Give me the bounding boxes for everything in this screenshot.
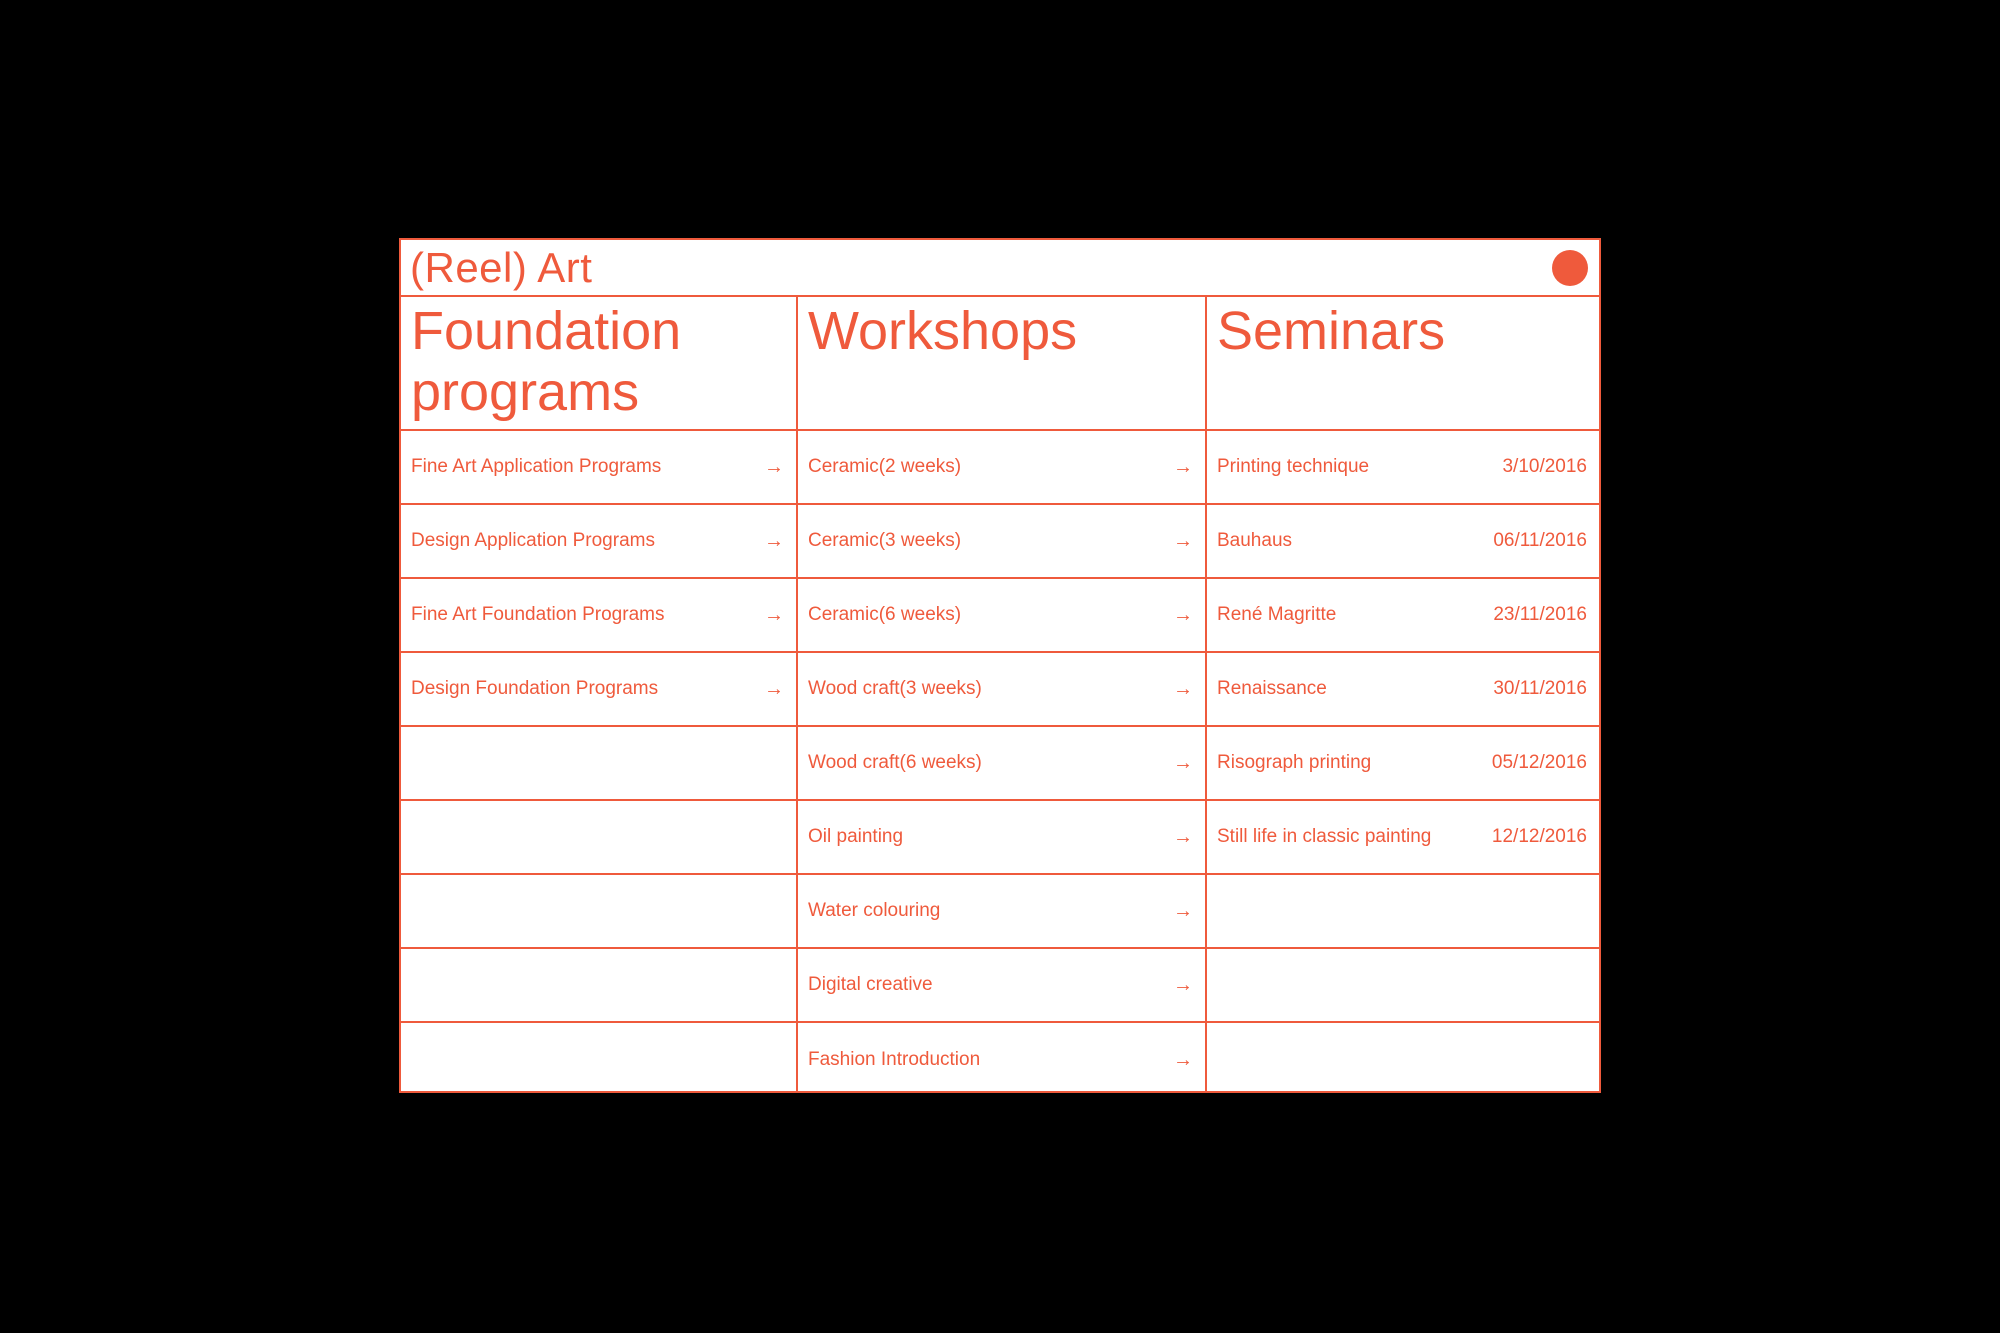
empty-row [1207, 1023, 1599, 1097]
list-item-label: Still life in classic painting [1217, 826, 1432, 847]
arrow-right-icon: → [764, 530, 784, 552]
list-item-label: René Magritte [1217, 604, 1337, 625]
list-item-label: Wood craft(6 weeks) [808, 752, 982, 773]
list-item[interactable] [401, 431, 796, 505]
column-seminars [1207, 297, 1599, 1091]
arrow-right-icon: → [1173, 530, 1193, 552]
list-item[interactable] [401, 579, 796, 653]
seminar-date: 3/10/2016 [1502, 456, 1587, 477]
list-item-label: Risograph printing [1217, 752, 1372, 773]
list-item-label: Ceramic(3 weeks) [808, 530, 962, 551]
list-item[interactable] [798, 727, 1205, 801]
list-item-label: Water colouring [808, 900, 941, 921]
column-workshops [798, 297, 1207, 1091]
header-bar [401, 240, 1599, 297]
list-item-label: Digital creative [808, 974, 933, 995]
arrow-right-icon: → [1173, 826, 1193, 848]
list-item-label: Fine Art Foundation Programs [411, 604, 665, 625]
empty-row [401, 949, 796, 1023]
foundation-list [401, 431, 796, 1097]
list-item-label: Design Foundation Programs [411, 678, 659, 699]
list-item[interactable] [798, 579, 1205, 653]
list-item[interactable] [1207, 801, 1599, 875]
arrow-right-icon: → [1173, 678, 1193, 700]
list-item[interactable] [1207, 579, 1599, 653]
seminar-date: 05/12/2016 [1491, 752, 1587, 773]
empty-row [1207, 949, 1599, 1023]
list-item[interactable] [1207, 431, 1599, 505]
arrow-right-icon: → [764, 604, 784, 626]
seminars-list [1207, 431, 1599, 1097]
column-title: Foundation programs [401, 297, 796, 431]
workshops-list [798, 431, 1205, 1097]
record-dot-icon[interactable] [1552, 250, 1588, 286]
list-item-label: Design Application Programs [411, 530, 655, 551]
list-item[interactable] [1207, 727, 1599, 801]
list-item[interactable] [798, 801, 1205, 875]
arrow-right-icon: → [1173, 1049, 1193, 1071]
list-item-label: Renaissance [1217, 678, 1327, 699]
empty-row [401, 727, 796, 801]
list-item[interactable] [798, 949, 1205, 1023]
list-item-label: Wood craft(3 weeks) [808, 678, 982, 699]
list-item[interactable] [798, 505, 1205, 579]
brand-title: (Reel) Art [410, 244, 593, 291]
empty-row [401, 1023, 796, 1097]
list-item-label: Ceramic(2 weeks) [808, 456, 962, 477]
arrow-right-icon: → [1173, 974, 1193, 996]
list-item[interactable] [1207, 505, 1599, 579]
list-item-label: Fine Art Application Programs [411, 456, 662, 477]
list-item[interactable] [401, 505, 796, 579]
list-item[interactable] [401, 653, 796, 727]
arrow-right-icon: → [1173, 900, 1193, 922]
list-item[interactable] [798, 875, 1205, 949]
list-item[interactable] [1207, 653, 1599, 727]
column-foundation-programs [401, 297, 798, 1091]
list-item[interactable] [798, 1023, 1205, 1097]
list-item-label: Oil painting [808, 826, 904, 847]
seminar-date: 23/11/2016 [1493, 604, 1587, 625]
seminar-date: 06/11/2016 [1493, 530, 1587, 551]
seminar-date: 12/12/2016 [1491, 826, 1587, 847]
arrow-right-icon: → [1173, 752, 1193, 774]
arrow-right-icon: → [1173, 456, 1193, 478]
arrow-right-icon: → [764, 456, 784, 478]
empty-row [401, 801, 796, 875]
list-item-label: Ceramic(6 weeks) [808, 604, 962, 625]
empty-row [1207, 875, 1599, 949]
empty-row [401, 875, 796, 949]
list-item[interactable] [798, 653, 1205, 727]
list-item[interactable] [798, 431, 1205, 505]
column-title: Seminars [1207, 297, 1599, 431]
arrow-right-icon: → [764, 678, 784, 700]
arrow-right-icon: → [1173, 604, 1193, 626]
list-item-label: Printing technique [1217, 456, 1370, 477]
program-card [399, 238, 1601, 1093]
list-item-label: Fashion Introduction [808, 1049, 981, 1070]
seminar-date: 30/11/2016 [1493, 678, 1587, 699]
column-title: Workshops [798, 297, 1205, 431]
list-item-label: Bauhaus [1217, 530, 1293, 551]
